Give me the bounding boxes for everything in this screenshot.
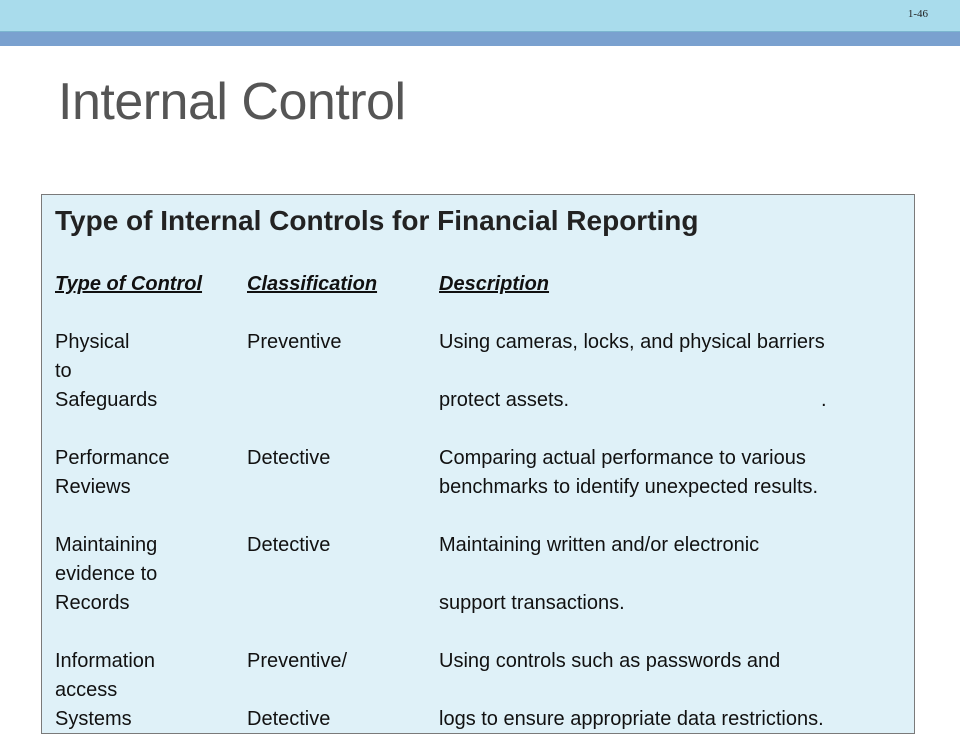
row-records-type-1: Maintaining bbox=[55, 534, 158, 556]
row-info-classification-2: Detective bbox=[247, 708, 331, 730]
row-info-type-1: Information bbox=[55, 650, 156, 672]
row-physical-type-1: Physical bbox=[55, 331, 130, 353]
row-performance-type-2: Reviews bbox=[55, 476, 131, 498]
row-performance-description-2: benchmarks to identify unexpected results. bbox=[439, 476, 819, 498]
row-physical-type-2: Safeguards bbox=[55, 389, 158, 411]
row-info-description-1: Using controls such as passwords and bbox=[439, 650, 781, 672]
row-records-classification: Detective bbox=[247, 534, 331, 556]
row-records-description-1: Maintaining written and/or electronic bbox=[439, 534, 760, 556]
slide-title: Internal Control bbox=[58, 73, 406, 131]
column-header-classification: Classification bbox=[247, 273, 378, 295]
row-physical-description-1: Using cameras, locks, and physical barriers bbox=[439, 331, 825, 353]
row-performance-description-1: Comparing actual performance to various bbox=[439, 447, 806, 469]
row-info-wrap: access bbox=[55, 679, 118, 701]
row-records-description-2: support transactions. bbox=[439, 592, 625, 614]
slide-number: 1-46 bbox=[907, 8, 928, 20]
row-physical-description-2: protect assets. bbox=[439, 389, 570, 411]
row-performance-type-1: Performance bbox=[55, 447, 170, 469]
row-physical-wrap: to bbox=[55, 360, 72, 382]
column-header-type: Type of Control bbox=[55, 273, 203, 295]
row-records-type-2: Records bbox=[55, 592, 130, 614]
header-stripe bbox=[0, 32, 960, 46]
panel-heading: Type of Internal Controls for Financial Reporting bbox=[55, 205, 699, 236]
controls-panel bbox=[41, 194, 915, 734]
column-header-description: Description bbox=[439, 273, 550, 295]
row-performance-classification: Detective bbox=[247, 447, 331, 469]
row-physical-trailing-period: . bbox=[821, 389, 827, 411]
header-band bbox=[0, 0, 960, 32]
row-info-description-2: logs to ensure appropriate data restrictions. bbox=[439, 708, 824, 730]
row-records-wrap: evidence to bbox=[55, 563, 158, 585]
row-info-type-2: Systems bbox=[55, 708, 132, 730]
row-physical-classification: Preventive bbox=[247, 331, 342, 353]
row-info-classification-1: Preventive/ bbox=[247, 650, 348, 672]
